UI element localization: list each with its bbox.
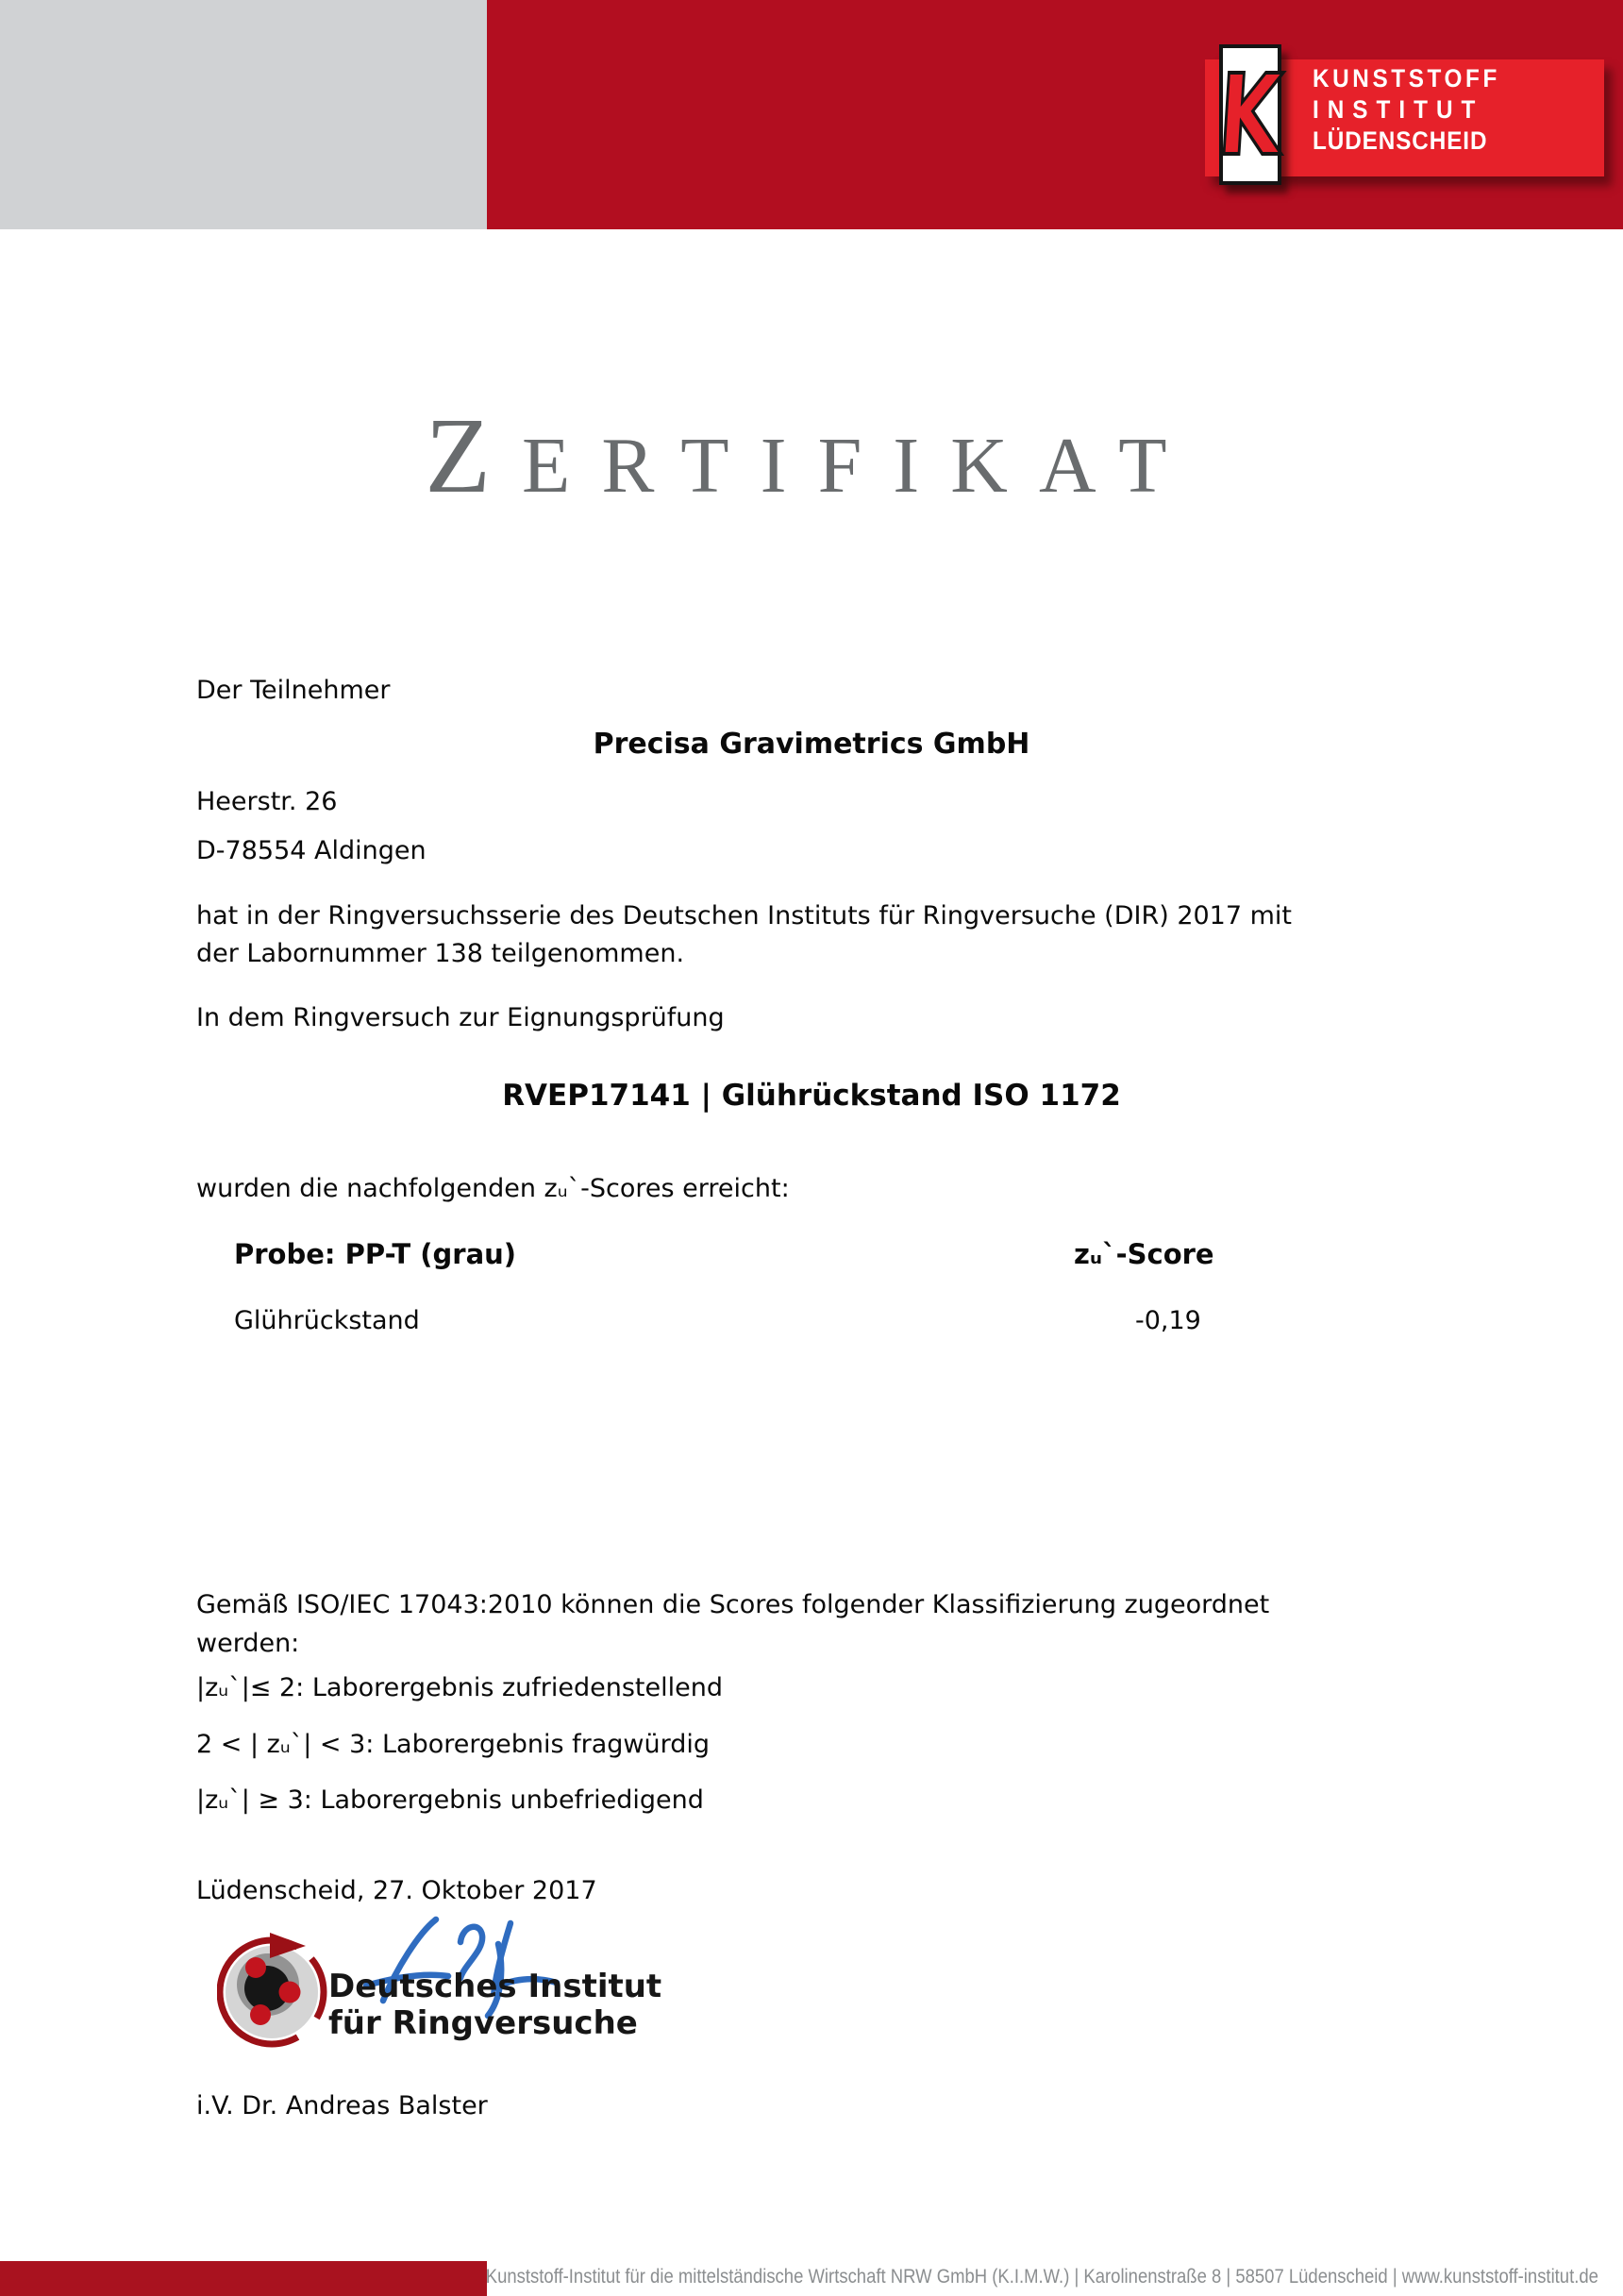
dir-name-line-2: für Ringversuche: [328, 2004, 638, 2042]
dir-logo-icon: [217, 1933, 332, 2048]
header-gray-band: [0, 0, 487, 229]
participant-label: Der Teilnehmer: [196, 676, 391, 705]
k-letter: K: [1214, 49, 1286, 180]
signer-name: i.V. Dr. Andreas Balster: [196, 2091, 488, 2120]
classification-rule-2: 2 < | zᵤ`| < 3: Laborergebnis fragwürdig: [196, 1730, 711, 1759]
participant-name: Precisa Gravimetrics GmbH: [593, 728, 1030, 761]
footer-red-bar: [0, 2261, 487, 2296]
classification-rule-1: |zᵤ`|≤ 2: Laborergebnis zufriedenstellend: [196, 1673, 723, 1702]
place-date: Lüdenscheid, 27. Oktober 2017: [196, 1876, 597, 1905]
logo-wordmark: [1313, 63, 1500, 157]
sample-label: Probe: PP-T (grau): [234, 1238, 517, 1270]
classification-line-2: werden:: [196, 1629, 300, 1658]
score-header-row: [196, 1238, 1508, 1276]
logo-line-2: INSTITUT: [1313, 95, 1484, 124]
logo-line-3: LÜDENSCHEID: [1313, 126, 1488, 155]
title-rest: ERTIFIKAT: [522, 422, 1198, 510]
intro-line-3: In dem Ringversuch zur Eignungsprüfung: [196, 1003, 725, 1032]
k-emblem-icon: [1214, 44, 1286, 185]
score-value: -0,19: [1135, 1306, 1201, 1335]
classification-line-1: Gemäß ISO/IEC 17043:2010 können die Scores folgender Klassifizierung zugeordnet: [196, 1590, 1270, 1619]
intro-line-2: der Labornummer 138 teilgenommen.: [196, 939, 685, 968]
dir-name-line-1: Deutsches Institut: [328, 1968, 662, 2005]
footer-address: Kunststoff-Institut für die mittelständische Wirtschaft NRW GmbH (K.I.M.W.) | Karolinenstraße 8 | 58507 Lüdenscheid | www.kunststoff-institut.de: [485, 2266, 1598, 2288]
scores-intro: wurden die nachfolgenden zᵤ`-Scores erreicht:: [196, 1174, 790, 1203]
intro-line-1: hat in der Ringversuchsserie des Deutschen Instituts für Ringversuche (DIR) 2017 mit: [196, 901, 1293, 930]
participant-street: Heerstr. 26: [196, 787, 338, 816]
score-column-header: zᵤ`-Score: [1074, 1238, 1214, 1270]
logo-line-1: KUNSTSTOFF: [1313, 64, 1500, 92]
dir-institute-name: [328, 1969, 661, 2042]
score-parameter: Glührückstand: [234, 1306, 420, 1335]
score-value-row: [196, 1305, 1508, 1343]
page-title: [0, 395, 1623, 520]
classification-rule-3: |zᵤ`| ≥ 3: Laborergebnis unbefriedigend: [196, 1785, 704, 1815]
test-title: RVEP17141 | Glührückstand ISO 1172: [502, 1079, 1121, 1113]
participant-city: D-78554 Aldingen: [196, 836, 427, 865]
title-lead-letter: Z: [425, 395, 523, 515]
